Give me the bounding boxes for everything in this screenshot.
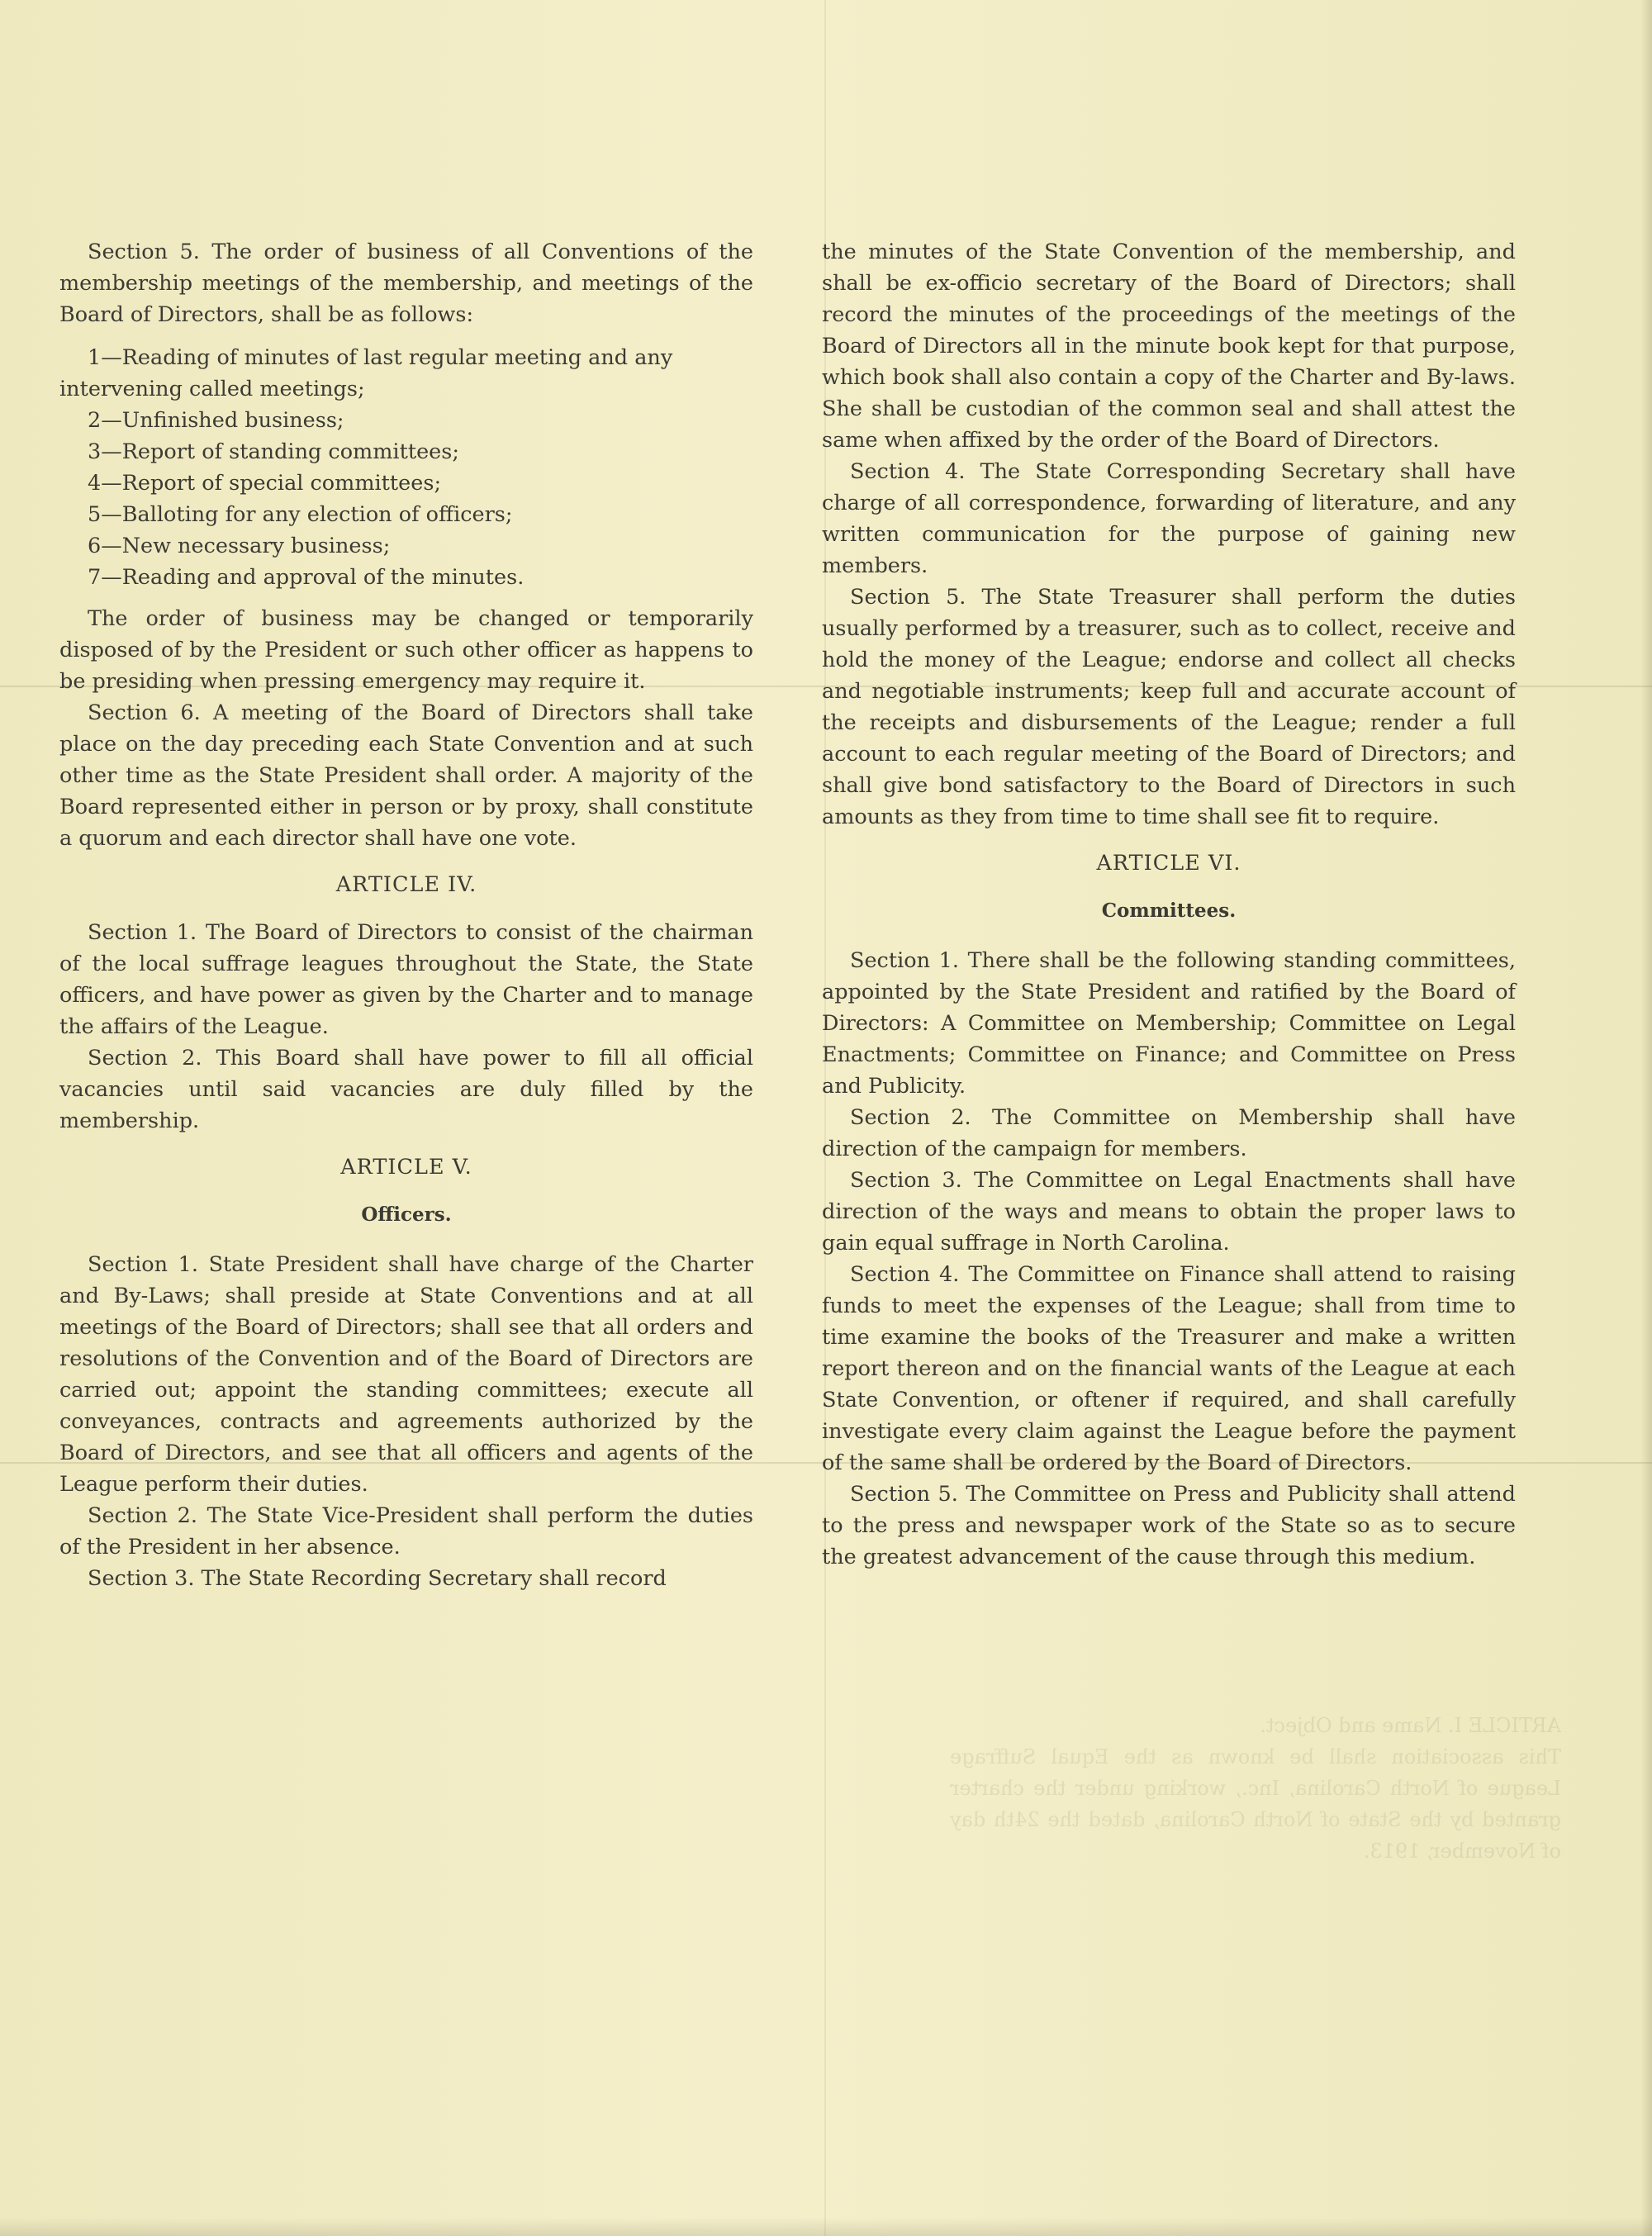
- article5-section3: Section 3. The State Recording Secretary shall record: [88, 1566, 667, 1591]
- article-4-heading: ARTICLE IV.: [335, 872, 477, 897]
- order-of-business-list: [59, 342, 753, 593]
- list-item: 1—Reading of minutes of last regular meeting and any intervening called meetings;: [59, 345, 673, 401]
- list-item: 5—Balloting for any election of officers;: [88, 502, 513, 527]
- right-column: [822, 236, 1516, 1573]
- article4-section1: Section 1. The Board of Directors to consist of the chairman of the local suffrage leagues throughout the State, the State officers, and have power as given by the Charter and to manage the affairs of the League.: [59, 920, 753, 1039]
- article6-section4: Section 4. The Committee on Finance shall attend to raising funds to meet the expenses of the League; shall from time to time examine the books of the Treasurer and make a written report thereon and on the financial wants of the League at each State Convention, or oftener if required, and shall carefully investigate every claim against the League before the payment of the same shall be ordered by the Board of Directors.: [822, 1262, 1516, 1475]
- article-6-subheading: Committees.: [1101, 900, 1237, 922]
- article4-section2: Section 2. This Board shall have power to fill all official vacancies until said vacancies are duly filled by the membership.: [59, 1046, 753, 1133]
- show-through-text: ARTICLE I. Name and Object. This association shall be known as the Equal Suffrage League of North Carolina, Inc., working under the charter granted by the State of North Carolina, dated the 24th day of November, 1913.: [950, 1714, 1561, 1863]
- article-5-heading: ARTICLE V.: [340, 1155, 472, 1180]
- article5-section3-continued: the minutes of the State Convention of the membership, and shall be ex-officio secretary of the Board of Directors; shall record the minutes of the proceedings of the meetings of the Board of Directors all in the minute book kept for that purpose, which book shall also contain a copy of the Charter and By-laws. She shall be custodian of the common seal and shall attest the same when affixed by the order of the Board of Directors.: [822, 240, 1516, 453]
- article3-section5-intro: Section 5. The order of business of all Conventions of the membership meetings of the membership, and meetings of the Board of Directors, shall be as follows:: [59, 240, 753, 327]
- article6-section3: Section 3. The Committee on Legal Enactments shall have direction of the ways and means to obtain the proper laws to gain equal suffrage in North Carolina.: [822, 1168, 1516, 1256]
- article5-section1: Section 1. State President shall have charge of the Charter and By-Laws; shall preside at State Conventions and at all meetings of the Board of Directors; shall see that all orders and resolutions of the Convention and of the Board of Directors are carried out; appoint the standing committees; execute all conveyances, contracts and agreements authorized by the Board of Directors, and see that all officers and agents of the League perform their duties.: [59, 1252, 753, 1497]
- article6-section2: Section 2. The Committee on Membership shall have direction of the campaign for members.: [822, 1105, 1516, 1161]
- article-6-heading: ARTICLE VI.: [1096, 851, 1241, 876]
- list-item: 2—Unfinished business;: [88, 408, 344, 433]
- list-item: 4—Report of special committees;: [88, 471, 442, 496]
- article-5-subheading: Officers.: [361, 1203, 452, 1226]
- list-item: 7—Reading and approval of the minutes.: [88, 565, 525, 590]
- article6-section1: Section 1. There shall be the following standing committees, appointed by the State President and ratified by the Board of Directors: A Committee on Membership; Committee on Legal Enactments; Committee on Finance; and Committee on Press and Publicity.: [822, 948, 1516, 1099]
- article3-section6: Section 6. A meeting of the Board of Directors shall take place on the day preceding each State Convention and at such other time as the State President shall order. A majority of the Board represented either in person or by proxy, shall constitute a quorum and each director shall have one vote.: [59, 700, 753, 851]
- page-edge-right: [1640, 0, 1652, 2236]
- article5-section2: Section 2. The State Vice-President shall perform the duties of the President in her absence.: [59, 1503, 753, 1560]
- article6-section5: Section 5. The Committee on Press and Publicity shall attend to the press and newspaper work of the State so as to secure the greatest advancement of the cause through this medium.: [822, 1482, 1516, 1569]
- article5-section4: Section 4. The State Corresponding Secretary shall have charge of all correspondence, forwarding of literature, and any written communication for the purpose of gaining new members.: [822, 459, 1516, 578]
- order-of-business-note: The order of business may be changed or temporarily disposed of by the President or such other officer as happens to be presiding when pressing emergency may require it.: [59, 606, 753, 694]
- list-item: 3—Report of standing committees;: [88, 439, 459, 464]
- left-column: [59, 236, 753, 1594]
- article5-section5: Section 5. The State Treasurer shall perform the duties usually performed by a treasurer, such as to collect, receive and hold the money of the League; endorse and collect all checks and negotiable instruments; keep full and accurate account of the receipts and disbursements of the League; render a full account to each regular meeting of the Board of Directors; and shall give bond satisfactory to the Board of Directors in such amounts as they from time to time shall see fit to require.: [822, 585, 1516, 829]
- page-edge-bottom: [0, 2218, 1652, 2236]
- list-item: 6—New necessary business;: [88, 534, 391, 558]
